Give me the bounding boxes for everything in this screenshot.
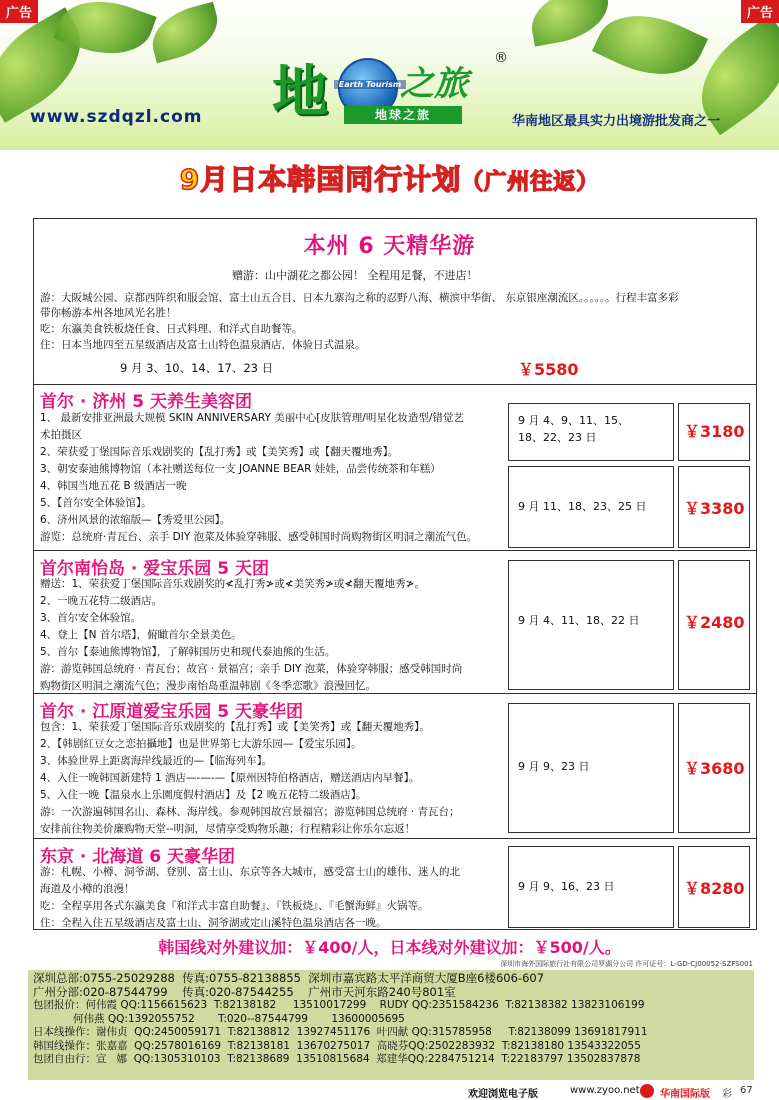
honshu-line: 住：日本当地四至五星级酒店及富士山特色温泉酒店，体验日式温泉。	[40, 339, 366, 351]
ad-tag-left: 广告	[0, 0, 38, 23]
footer-url[interactable]: www.zyoo.net	[570, 1085, 640, 1096]
jeju-line: 术拍摄区	[40, 429, 82, 441]
hokkaido-title: 东京 · 北海道 6 天豪华团	[40, 847, 235, 867]
nami-line: 游：游览韩国总统府 · 青瓦台；故宫 · 景福宫；亲手 DIY 泡菜，体验穿韩服；感受韩国时尚	[40, 663, 463, 675]
hokkaido-line: 游：札幌、小樽、洞爷湖、登别、富士山、东京等各大城市，感受富士山的雄伟、迷人的北	[40, 866, 460, 878]
nami-title: 首尔南怡岛 · 爱宝乐园 5 天团	[40, 559, 269, 579]
gangwon-dates: 9 月 9、23 日	[518, 760, 590, 773]
jeju-line: 1、 最新安排亚洲最大规模 SKIN ANNIVERSARY 美丽中心[皮肤管理/明星化妆造型/错觉艺	[40, 412, 464, 424]
contact-line: 日本线操作：谢伟贞 QQ:2450059171 T:82138812 13927451176 叶四献 QQ:315785958 T:82138099 13691817911	[33, 1026, 648, 1038]
footer-brand: 华南国际版	[660, 1089, 710, 1100]
contact-line: 深圳总部:0755-25029288 传真:0755-82138855 深圳市嘉宾路太平洋商贸大厦B座6楼606-607	[33, 971, 545, 985]
jeju-line: 游览：总统府·青瓦台、亲手 DIY 泡菜及体验穿韩服、感受韩国时尚购物街区明洞之潮流气色。	[40, 531, 478, 543]
jeju-title: 首尔 · 济州 5 天养生美容团	[40, 392, 252, 412]
main-title-text: 9月日本韩国同行计划	[179, 163, 462, 196]
nami-line: 5、首尔【泰迪熊博物馆】，了解韩国历史和现代泰迪熊的生活。	[40, 646, 336, 658]
jeju-line: 3、朝安泰迪熊博物馆（本社赠送每位一支 JOANNE BEAR 娃娃，品尝传统茶和年糕）	[40, 463, 441, 475]
honshu-gift: 赠游：山中湖花之都公园！ 全程用足餐，不进店！	[232, 269, 478, 282]
leaf-decoration	[145, 2, 224, 64]
gangwon-line: 3、体验世界上距离海岸线最近的—【临海列车】。	[40, 755, 273, 767]
logo-zhi: 之旅	[400, 64, 468, 104]
hokkaido-line: 住：全程入住五星级酒店及富士山、洞爷湖或定山溪特色温泉酒店各一晚。	[40, 917, 387, 929]
jeju-dates-1a: 9 月 4、9、11、15、	[518, 414, 629, 427]
logo-char: 地	[272, 59, 328, 125]
main-title-sub: （广州往返）	[461, 170, 600, 195]
nami-line: 4、登上【N 首尔塔】，俯瞰首尔全景美色。	[40, 629, 242, 641]
nami-line: 购物街区明洞之潮流气色；漫步南怡岛重温韩剧《冬季恋歌》浪漫回忆。	[40, 680, 376, 692]
website-url: www.szdqzl.com	[30, 107, 203, 127]
honshu-line: 吃：东瀛美食铁板烧任食、日式料理、和洋式自助餐等。	[40, 323, 303, 335]
gangwon-line: 游：一次游遍韩国名山、森林、海岸线。参观韩国故宫景福宫；游览韩国总统府 · 青瓦台；	[40, 806, 460, 818]
nami-dates: 9 月 4、11、18、22 日	[518, 614, 640, 627]
jeju-line: 4、韩国当地五花 B 级酒店一晚	[40, 480, 187, 492]
logo-subtitle: 地球之旅	[344, 106, 462, 124]
slogan: 华南地区最具实力出境游批发商之一	[512, 114, 721, 129]
jeju-line: 6、济州风景的浓缩版—【秀爱里公园】。	[40, 514, 231, 526]
hokkaido-dates: 9 月 9、16、23 日	[518, 880, 615, 893]
price-note: 韩国线对外建议加：￥400/人，日本线对外建议加：￥500/人。	[158, 938, 621, 957]
contact-line: 广州分部:020-87544799 传真:020-87544255 广州市天河东路240号801室	[33, 984, 456, 999]
gangwon-line: 2、【韩剧紅豆女之恋拍攝地】也是世界第七大游乐园—【爱宝乐园】。	[40, 738, 362, 750]
footer	[0, 1082, 779, 1100]
honshu-line: 带你畅游本州各地风光名胜！	[40, 307, 177, 319]
contact-line: 韩国线操作：张嘉嘉 QQ:2578016169 T:82138181 13670275017 高晓芬QQ:2502283932 T:82138180 13543322055	[33, 1039, 641, 1052]
nami-price: ￥2480	[684, 613, 745, 632]
contact-line: 包团报价：何伟霞 QQ:1156615623 T:82138182 13510017299 RUDY QQ:2351584236 T:82138382 13823106199	[33, 999, 645, 1011]
divider	[33, 550, 756, 551]
nami-line: 2、一晚五花特二级酒店。	[40, 595, 163, 607]
contact-line: 包团自由行：宣 娜 QQ:1305310103 T:82138689 13510815684 郑建华QQ:2284751214 T:22183797 13502837878	[33, 1053, 641, 1065]
gangwon-line: 4、入住一晚韩国新建特 1 酒店—-—-—【原州因特伯格酒店，赠送酒店内早餐】。	[40, 772, 420, 784]
header-banner	[0, 0, 779, 150]
honshu-dates: 9 月 3、10、14、17、23 日	[120, 361, 274, 375]
divider	[33, 384, 756, 385]
leaf-decoration	[592, 0, 708, 93]
hokkaido-line: 海道及小樽的浪漫！	[40, 883, 135, 895]
footer-page-num: 67	[740, 1085, 753, 1096]
hokkaido-line: 吃：全程享用各式东瀛美食『和洋式丰富自助餐』、『铁板烧』、『毛蟹海鲜』火锅等。	[40, 900, 429, 912]
gangwon-line: 包含：1、荣获爱丁堡国际音乐戏剧奖的【乱打秀】或【美笑秀】或【翻天覆地秀】。	[40, 721, 430, 733]
divider	[33, 838, 756, 839]
ad-tag-right: 广告	[741, 0, 779, 23]
honshu-line: 游：大阪城公园、京都西阵织和服会馆、富士山五合目、日本九寨沟之称的忍野八海、横滨中华街、 东京银座潮流区。。。。。。行程丰富多彩	[40, 292, 679, 304]
nami-line: 3、首尔安全体验馆。	[40, 612, 142, 624]
jeju-price-2: ￥3380	[684, 499, 745, 518]
honshu-price: ￥5580	[518, 360, 579, 379]
registered-icon: ®	[494, 50, 508, 66]
footer-welcome: 欢迎浏览电子版	[468, 1089, 538, 1100]
logo	[272, 52, 510, 124]
nami-line: 赠送：1、荣获爱丁堡国际音乐戏剧奖的≮乱打秀≯或≮美笑秀≯或≮翻天覆地秀≯。	[40, 578, 425, 590]
jeju-line: 5、【首尔安全体验馆】。	[40, 497, 152, 509]
jeju-dates-2: 9 月 11、18、23、25 日	[518, 500, 647, 513]
gangwon-title: 首尔 · 江原道爱宝乐园 5 天豪华团	[40, 702, 303, 722]
main-title	[0, 158, 779, 198]
contact-panel	[28, 970, 754, 1080]
footer-page-label: 彩	[722, 1089, 732, 1100]
contact-line: 何伟燕 QQ:1392055752 T:020--87544799 13600005695	[33, 1012, 405, 1025]
divider	[33, 693, 756, 694]
jeju-dates-1b: 18、22、23 日	[518, 431, 597, 444]
gangwon-price: ￥3680	[684, 759, 745, 778]
gangwon-line: 安排前往物美价廉购物天堂--明洞，尽情享受购物乐趣；行程精彩让你乐尔忘返！	[40, 823, 416, 835]
honshu-title: 本州 6 天精华游	[303, 234, 476, 259]
brand-circle-icon	[640, 1084, 654, 1098]
jeju-price-1: ￥3180	[684, 422, 745, 441]
hokkaido-price: ￥8280	[684, 879, 745, 898]
logo-globe-text: Earth Tourism	[334, 80, 406, 89]
gangwon-line: 5、入住一晚【温泉水上乐園度假村酒店】及【2 晚五花特二级酒店】。	[40, 789, 367, 801]
license-text: 深圳市海外国际旅行社有限公司罗湖分公司 许可证号：L-GD-CJ00052-SZFS001	[500, 960, 753, 968]
jeju-line: 2、荣获爱丁堡国际音乐戏剧奖的【乱打秀】或【美笑秀】或【翻天覆地秀】。	[40, 446, 399, 458]
